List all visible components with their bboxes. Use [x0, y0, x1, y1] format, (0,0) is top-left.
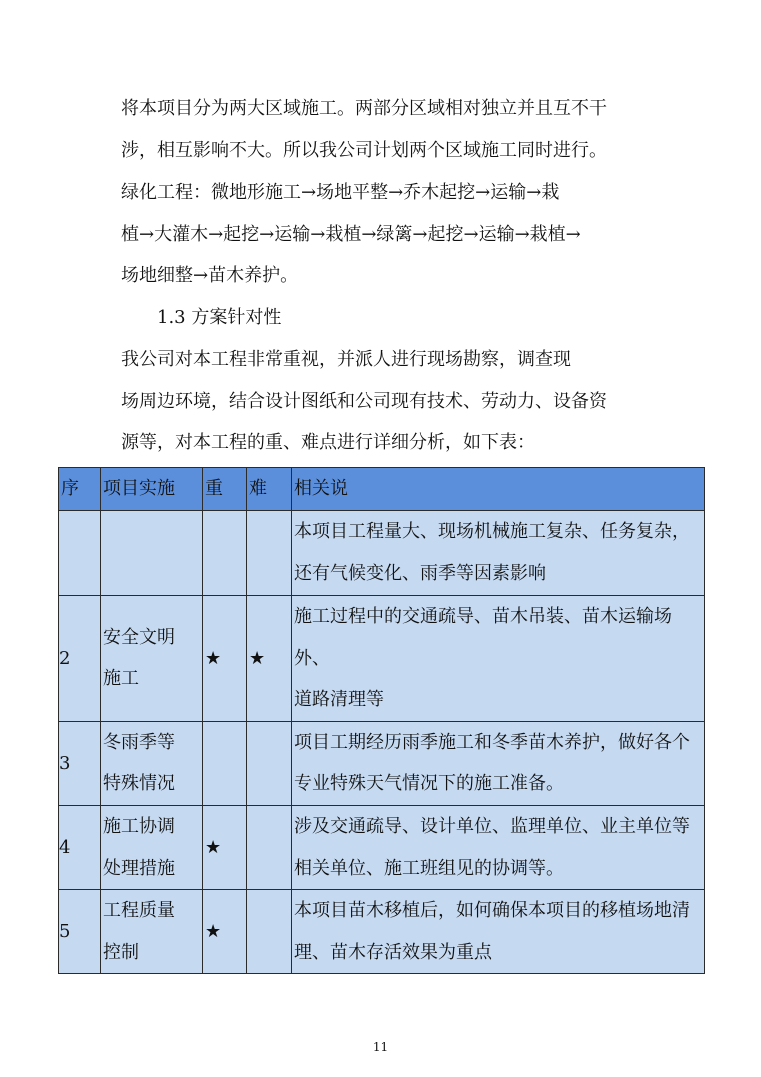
page-number: 11 [372, 1040, 389, 1054]
row-key-star: ★ [203, 596, 247, 722]
header-index: 序 [59, 468, 101, 511]
row-index: 3 [59, 721, 101, 805]
row-difficult-star [247, 805, 292, 889]
row-key-star [203, 511, 247, 596]
body-paragraph-analysis: 我公司对本工程非常重视，并派人进行现场勘察，调查现 场周边环境，结合设计图纸和公司现有技术、劳动力、设备资 源等，对本工程的重、难点进行详细分析，如下表： [121, 349, 607, 454]
row-key-star [203, 721, 247, 805]
row-description: 项目工期经历雨季施工和冬季苗木养护，做好各个 专业特殊天气情况下的施工准备。 [292, 721, 705, 805]
row-index: 4 [59, 805, 101, 889]
row-item [101, 511, 203, 596]
header-key: 重 [203, 468, 247, 511]
row-difficult-star [247, 511, 292, 596]
table-row [59, 890, 705, 974]
body-paragraph-greening [121, 172, 641, 297]
row-difficult-star: ★ [247, 596, 292, 722]
row-description: 涉及交通疏导、设计单位、监理单位、业主单位等 相关单位、施工班组见的协调等。 [292, 805, 705, 889]
row-description: 施工过程中的交通疏导、苗木吊装、苗木运输场 外、 道路清理等 [292, 596, 705, 722]
row-item: 工程质量 控制 [101, 890, 203, 974]
row-index: 2 [59, 596, 101, 722]
table-row [59, 596, 705, 722]
section-heading: 1.3 方案针对性 [157, 307, 282, 328]
row-index [59, 511, 101, 596]
row-item: 施工协调 处理措施 [101, 805, 203, 889]
row-difficult-star [247, 721, 292, 805]
header-item: 项目实施 [101, 468, 203, 511]
row-description: 本项目工程量大、现场机械施工复杂、任务复杂， 还有气候变化、雨季等因素影响 [292, 511, 705, 596]
row-item: 安全文明 施工 [101, 596, 203, 722]
table-row [59, 721, 705, 805]
row-key-star: ★ [203, 805, 247, 889]
table-row [59, 805, 705, 889]
header-difficult: 难 [247, 468, 292, 511]
row-key-star: ★ [203, 890, 247, 974]
table-row [59, 511, 705, 596]
greening-text: 绿化工程：微地形施工→场地平整→乔木起挖→运输→栽 植→大灌木→起挖→运输→栽植→绿篱→起挖→运输→栽植→ 场地细整→苗木养护。 [121, 182, 581, 287]
difficulty-table [58, 467, 705, 974]
row-index: 5 [59, 890, 101, 974]
row-item: 冬雨季等 特殊情况 [101, 721, 203, 805]
header-description: 相关说 [292, 468, 705, 511]
row-difficult-star [247, 890, 292, 974]
body-paragraph-1: 将本项目分为两大区域施工。两部分区域相对独立并且互不干 涉，相互影响不大。所以我公司计划两个区域施工同时进行。 [121, 98, 607, 161]
row-description: 本项目苗木移植后，如何确保本项目的移植场地清 理、苗木存活效果为重点 [292, 890, 705, 974]
table-header-row [59, 468, 705, 511]
